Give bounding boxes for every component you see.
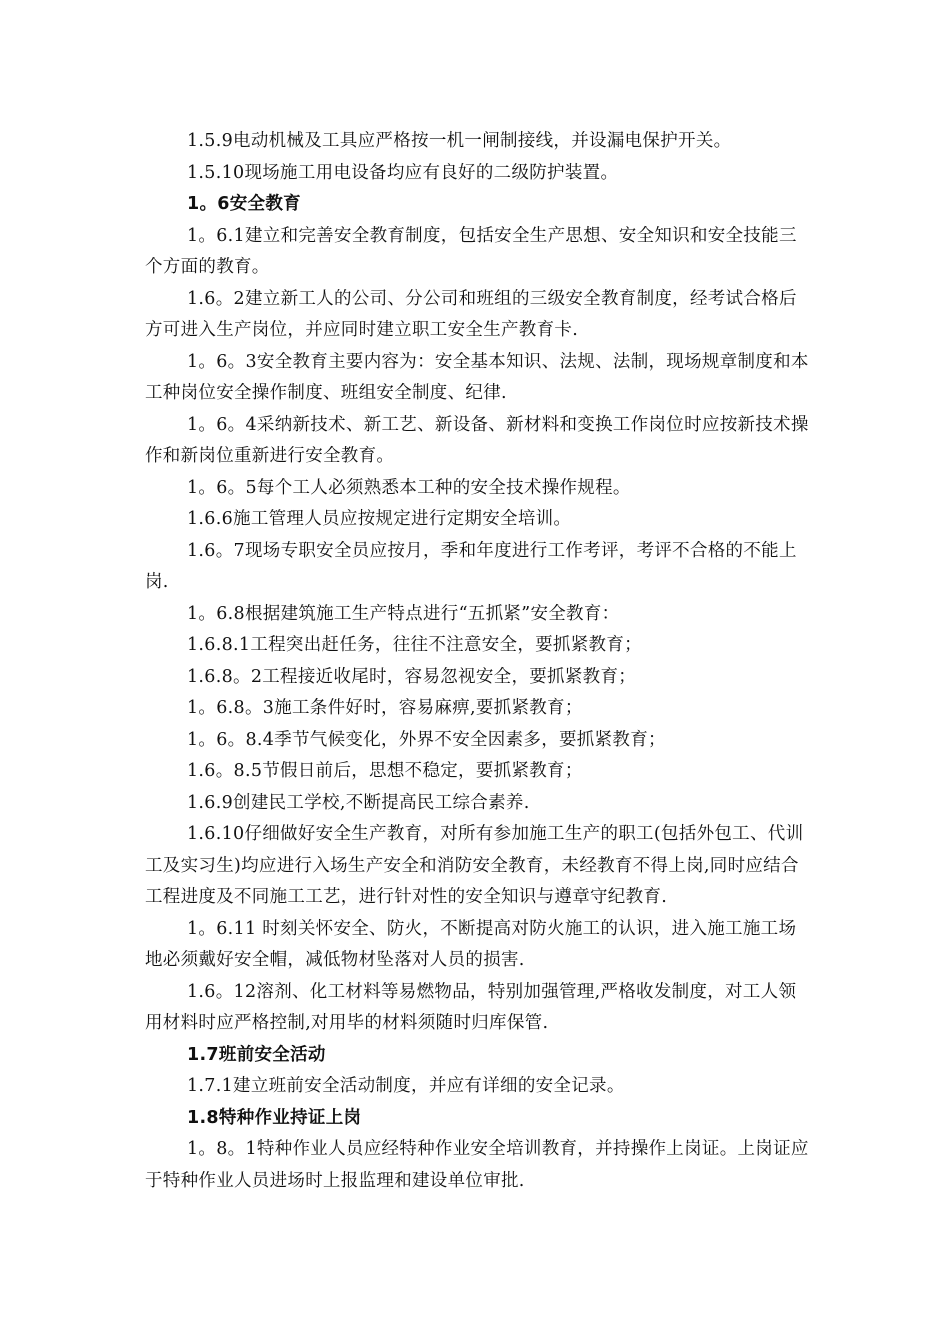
paragraph-1-6-7: 1.6。7现场专职安全员应按月，季和年度进行工作考评，考评不合格的不能上岗.	[145, 540, 797, 592]
paragraph-1-5-9: 1.5.9电动机械及工具应严格按一机一闸制接线，并设漏电保护开关。	[187, 131, 732, 151]
paragraph-1-8-1: 1。8。1特种作业人员应经特种作业安全培训教育，并持操作上岗证。上岗证应于特种作业人员进场时上报监理和建设单位审批.	[145, 1139, 809, 1191]
paragraph-1-6-2: 1.6。2建立新工人的公司、分公司和班组的三级安全教育制度，经考试合格后方可进入生产岗位，并应同时建立职工安全生产教育卡.	[145, 288, 797, 340]
paragraph-1-6-3: 1。6。3安全教育主要内容为：安全基本知识、法规、法制，现场规章制度和本工种岗位安全操作制度、班组安全制度、纪律.	[145, 351, 809, 403]
heading-1-8: 1.8特种作业持证上岗	[187, 1107, 362, 1128]
paragraph-1-6-10: 1.6.10仔细做好安全生产教育，对所有参加施工生产的职工(包括外包工、代训工及实习生)均应进行入场生产安全和消防安全教育，未经教育不得上岗,同时应结合工程进度及不同施工工艺，进行针对性的安全知识与遵章守纪教育.	[145, 824, 804, 907]
paragraph-1-6-12: 1.6。12溶剂、化工材料等易燃物品，特别加强管理,严格收发制度，对工人领用材料时应严格控制,对用毕的材料须随时归库保管.	[145, 981, 797, 1033]
paragraph-1-6-8-4: 1。6。8.4季节气候变化，外界不安全因素多，要抓紧教育；	[187, 729, 666, 750]
paragraph-1-6-8: 1。6.8根据建筑施工生产特点进行“五抓紧”安全教育：	[187, 603, 620, 624]
paragraph-1-6-4: 1。6。4采纳新技术、新工艺、新设备、新材料和变换工作岗位时应按新技术操作和新岗位重新进行安全教育。	[145, 414, 809, 466]
document-page	[145, 126, 810, 1197]
paragraph-1-6-8-1: 1.6.8.1工程突出赶任务，往往不注意安全，要抓紧教育；	[187, 635, 642, 655]
paragraph-1-6-1: 1。6.1建立和完善安全教育制度，包括安全生产思想、安全知识和安全技能三个方面的教育。	[145, 225, 797, 277]
heading-1-7: 1.7班前安全活动	[187, 1044, 326, 1065]
paragraph-1-6-5: 1。6。5每个工人必须熟悉本工种的安全技术操作规程。	[187, 477, 631, 498]
paragraph-1-6-8-5: 1.6。8.5节假日前后，思想不稳定，要抓紧教育；	[187, 761, 583, 781]
paragraph-1-7-1: 1.7.1建立班前安全活动制度，并应有详细的安全记录。	[187, 1076, 625, 1096]
paragraph-1-6-8-2: 1.6.8。2工程接近收尾时，容易忽视安全，要抓紧教育；	[187, 666, 637, 687]
paragraph-1-6-6: 1.6.6施工管理人员应按规定进行定期安全培训。	[187, 509, 572, 529]
paragraph-1-6-11: 1。6.11 时刻关怀安全、防火，不断提高对防火施工的认识，进入施工施工场地必须戴好安全帽，减低物材坠落对人员的损害.	[145, 918, 797, 970]
paragraph-1-6-9: 1.6.9创建民工学校,不断提高民工综合素养.	[187, 792, 530, 813]
heading-1-6: 1。6安全教育	[187, 194, 301, 214]
paragraph-1-5-10: 1.5.10现场施工用电设备均应有良好的二级防护装置。	[187, 162, 619, 183]
paragraph-1-6-8-3: 1。6.8。3施工条件好时，容易麻痹,要抓紧教育；	[187, 698, 583, 718]
